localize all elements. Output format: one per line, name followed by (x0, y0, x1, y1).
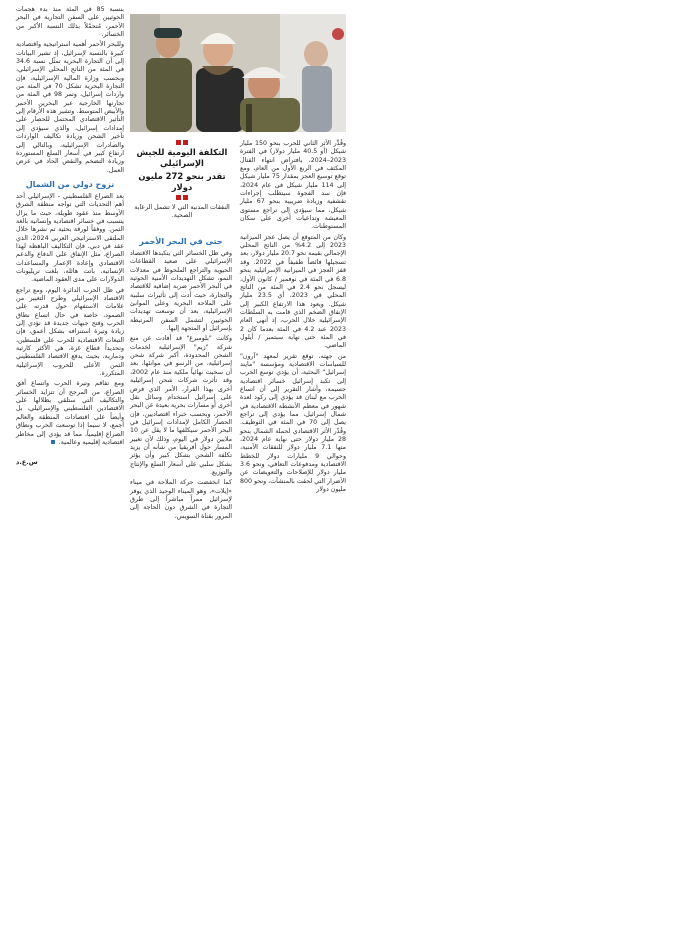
decorative-marker (130, 195, 234, 200)
headline-line-1: التكلفة اليومية للجيش الإسرائيلي (136, 147, 228, 168)
paragraph: وكان من المتوقع أن يصل عجز الميزانية 2023 إلى 4.2% من الناتج المحلي الإجمالي بقيمة نحو 20.7 مليار دولار، بعد تسجيلها فائضاً طفيفاً في 2022. وقد قفز العجز في الميزانية الإسرائيلية بنحو 6.8 في المئة في نوفمبر / كانون الأول، ليسجل نحو 2.4 في المئة من الناتج المحلي في 2023، أي 23.5 مليار شيكل. ويعود هذا الارتفاع الكبير إلى الإنفاق الضخم الذي قامت به السلطات الإسرائيلية خلال الحرب، إذ أنهى العام 2023 عند 4.2 في المئة بعدما كان 2 في المئة حتى نهاية سبتمبر / أيلول الماضي. (240, 233, 347, 350)
paragraph: وقُدِّر الأثر الثاني للحرب بنحو 150 مليار شيكل (أو 40.5 مليار دولار) في الفترة 2023–2024، بافتراض انتهاء القتال المكثف في الربع الأول من العام، ومع توقع توسيع العجز بمقدار 75 مليار شيكل إلى 114 مليار شيكل في عام 2024، فإن سد الفجوة سيتطلب إجراءات تقشفية وزيادة ضريبية بنحو 67 مليار شيكل، مما سيؤدي إلى تراجع مستوى المعيشة وتداعيات أخرى على سكان المستوطنات. (240, 140, 347, 231)
paragraph: في ظل الحرب الدائرة اليوم، ومع تراجع الاقتصاد الإسرائيلي وطرح التغيير من علامات الاستفهام حول قدرته على الصمود، خاصة في حال اتساع نطاق الحرب وفتح جبهات جديدة قد تؤدي إلى زيادة وتيرة استنزافه بشكل أعمق، فإن التبعات الاقتصادية للحرب على فلسطين، وتحديداً قطاع غزة، هي الأكثر كارثية ودمارية، بحيث يدفع الاقتصاد الفلسطيني الثمن الأعلى للحروب الإسرائيلية المتكررة. (16, 286, 124, 378)
paragraph: بعد الصراع الفلسطيني - الإسرائيلي أحد أهم التحديات التي تواجه منطقة الشرق الأوسط منذ عقود طويلة، حيث ما يزال يتسبب في خسائر اقتصادية وإنسانية بالغة الثمن. ووفقاً لورقة بحثية تم نشرها خلال الملتقى الاستراتيجي العربي 2024، الذي عقد في دبي، فإن التكاليف الباهظة لهذا الصراع، مثل الإنفاق على الدفاع والدعم الاقتصادي وإعادة الإعمار والمساعدات الإنسانية، باتت هائلة، بلغت تريليونات الدولارات على مدى العقود الماضية. (16, 192, 125, 284)
paragraph (16, 380, 124, 447)
article-column-left (16, 6, 124, 449)
paragraph: بنسبة 85 في المئة منذ بدء هجمات الحوثيين على السفن التجارية في البحر الأحمر، مُتحمّلاً بذلك النسبة الأكبر من الخسائر. (16, 6, 124, 39)
author-signature: س.ع.د (16, 458, 38, 466)
article-column-middle (130, 232, 232, 523)
paragraph: من جهته، توقع تقرير لمعهد "آرون" للسياسات الاقتصادية ومؤسسة "مايند إسرائيل" البحثية، أن يؤدي توسع الحرب إلى تكبد إسرائيل خسائر اقتصادية جسيمة، وأشار التقرير إلى أن اتساع الحرب مع لبنان قد يؤدي إلى ركود لعدة شهور في معظم الأنشطة الاقتصادية في شمال إسرائيل، مما يؤدي إلى تراجع يصل إلى 70 في المئة في التوظيف. وقُدّر الأثر الاقتصادي لحملة الشمال بنحو 28 مليار دولار حتى نهاية عام 2024، منها 7.1 مليار دولار للنفقات الأمنية، وحوالي 9 مليارات دولار للخطط الاقتصادية ومدفوعات التعافي، ونحو 3.6 مليار دولار للإصلاحات والتعويضات عن الأضرار التي لحقت بالمنشآت، ونحو 800 مليون دولار (240, 352, 346, 494)
paragraph-text: ومع تفاقم وتيرة الحرب واتساع أفق الصراع، من المرجح أن تتزايد الخسائر والتكاليف التي ستلقي بظلالها على الاقتصادين الفلسطيني والإسرائيلي، بل وأيضاً على اقتصادات المنطقة والعالم أجمع، لا سيما إذا توسعت الحرب ونطاق الصراع إقليمياً، مما قد يؤدي إلى مخاطر اقتصادية إقليمية وعالمية. (16, 380, 124, 446)
section-subhead: نزوح دولي من الشمال (25, 179, 115, 189)
section-subhead: حتى في البحر الأحمر (139, 237, 223, 246)
article-photo (130, 14, 346, 132)
paragraph: وفي ظل الخسائر التي يتكبدها الاقتصاد الإسرائيلي على صعيد القطاعات الحيوية والتراجع الملحوظ في معدلات النمو، تشكل التهديدات الأمنية الحوثية في البحر الأحمر ضربة إضافية للاقتصاد والتجارة، حيث أدت إلى تأثيرات سلبية على الملاحة البحرية وعلى الموانئ الإسرائيلية، بعد أن توسعت تهديدات الحوثيين لتشمل السفن المرتبطة بإسرائيل أو المتجهة إليها. (130, 250, 232, 333)
decorative-marker (130, 140, 234, 145)
end-of-article-mark (51, 440, 55, 444)
headline-block (130, 138, 234, 220)
article-column-right (240, 140, 346, 496)
headline-line-2: تقدر بنحو 272 مليون دولار (138, 171, 226, 192)
paragraph: كما انخفضت حركة الملاحة في ميناء «إيلات»، وهو الميناء الوحيد الذي يوفر لإسرائيل ممراً مباشراً إلى طرق التجارة في الشرق دون الحاجة إلى المرور بقناة السويس، (130, 479, 232, 520)
paragraph: وكانت "بلومبرغ" قد أفادت عن منع شركة "زيم" الإسرائيلية لخدمات الشحن المحدودة، أكبر شركة شحن إسرائيلية، من الرسو في موانئها، بعد أن سحبت نهائياً ملكية منذ عام 2002، وقد تأثرت شركات شحن إسرائيلية أخرى بهذا القرار، الأمر الذي فرض على إسرائيل استخدام وسائل نقل أخرى أو مسارات بحرية بعيدة عن البحر الأحمر، وبحسب خبراء اقتصاديين، فإن الحصار الكامل لإمدادات إسرائيل في البحر الأحمر سيكلفها ما لا يقل عن 10 ملايين دولار في اليوم، وذلك لأن تغيير المسار حول أفريقيا من شأنه أن يزيد تكلفة الشحن بشكل كبير وأن يؤثر بشكل سلبي على أسعار السلع والإنتاج والتوزيع. (130, 335, 232, 476)
photo-caption: النفقات المدنية التي لا تشمل الرعاية الصحية. (134, 204, 230, 219)
paragraph: وللبحر الأحمر أهمية استراتيجية واقتصادية كبيرة بالنسبة لإسرائيل، إذ تشير البيانات إلى أن التجارة البحرية تمثّل نسبة 34.6 في المئة من الناتج المحلي الإسرائيلي، وبحسب وزارة المالية الإسرائيلية، فإن التجارة البحرية تشكل 70 في المئة من واردات إسرائيل، وتمر 98 في المئة من تجارتها الخارجية عبر البحرين الأحمر والأبيض المتوسط. وتشير هذه الأرقام إلى التأثير الاقتصادي المحتمل للحصار على إمدادات إسرائيل، والذي سيؤدي إلى تأخير الشحن وزيادة تكاليف الواردات والصادرات الإسرائيلية، وبالتالي إلى ارتفاع كبير في أسعار السلع المستوردة وزيادة التضخم والنقص الحاد في عرض العمل. (16, 41, 124, 174)
